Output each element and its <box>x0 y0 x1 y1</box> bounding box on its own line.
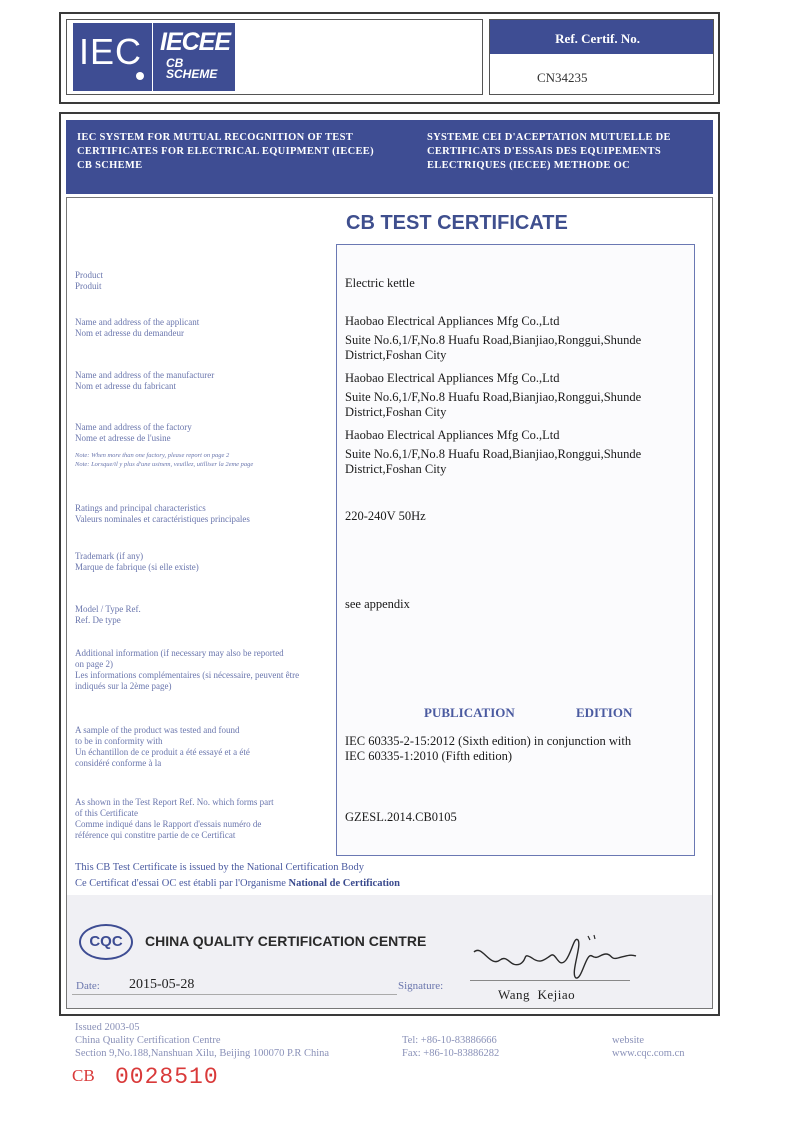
trademark-label <box>75 551 199 573</box>
banner-en-line: CERTIFICATES FOR ELECTRICAL EQUIPMENT (IECEE) <box>77 146 374 157</box>
ratings-label-fr: Valeurs nominales et caractéristiques principales <box>75 514 250 524</box>
banner-en-line: CB SCHEME <box>77 160 143 171</box>
publication-value <box>345 734 690 764</box>
applicant-label-en: Name and address of the applicant <box>75 317 200 327</box>
banner-fr-line: ELECTRIQUES (IECEE) METHODE OC <box>427 160 630 171</box>
model-label-fr: Ref. De type <box>75 615 121 625</box>
additional-label-line: Additional information (if necessary may also be reported <box>75 648 284 658</box>
manufacturer-name: Haobao Electrical Appliances Mfg Co.,Ltd <box>345 371 560 385</box>
date-value: 2015-05-28 <box>129 977 195 992</box>
applicant-label <box>75 317 199 339</box>
factory-note-fr: Note: Lorsque/il y plus d'une usinem, veuillez, utilliser la 2eme page <box>75 461 254 468</box>
ratings-label-en: Ratings and principal characteristics <box>75 503 206 513</box>
cb-scheme-logo-text: CB SCHEME <box>166 56 218 81</box>
applicant-value <box>345 314 690 363</box>
model-value: see appendix <box>345 597 410 611</box>
applicant-address-line: Suite No.6,1/F,No.8 Huafu Road,Bianjiao,Ronggui,Shunde <box>345 333 642 347</box>
trademark-label-fr: Marque de fabrique (si elle existe) <box>75 562 199 572</box>
serial-number: 0028510 <box>115 1064 219 1090</box>
report-label-line: As shown in the Test Report Ref. No. which forms part <box>75 797 274 807</box>
manufacturer-label-fr: Nom et adresse du fabricant <box>75 381 176 391</box>
footer-tel: Tel: +86-10-83886666 <box>402 1035 497 1046</box>
report-label-line: of this Certificate <box>75 808 138 818</box>
certificate-title: CB TEST CERTIFICATE <box>346 212 568 234</box>
ref-label: Ref. Certif. No. <box>490 20 713 54</box>
banner-en-line: IEC SYSTEM FOR MUTUAL RECOGNITION OF TEST <box>77 132 354 143</box>
iec-logo-text: IEC <box>79 31 143 72</box>
manufacturer-label <box>75 370 214 392</box>
issued-by-fr <box>75 878 400 889</box>
product-value: Electric kettle <box>345 276 415 290</box>
additional-label-line: on page 2) <box>75 659 113 669</box>
banner-fr-line: SYSTEME CEI D'ACEPTATION MUTUELLE DE <box>427 132 671 143</box>
banner-french <box>427 131 712 173</box>
footer-fax: Fax: +86-10-83886282 <box>402 1048 500 1059</box>
manufacturer-value <box>345 371 690 420</box>
banner-fr-line: CERTIFICATS D'ESSAIS DES EQUIPEMENTS <box>427 146 662 157</box>
applicant-label-fr: Nom et adresse du demandeur <box>75 328 184 338</box>
sample-label-line: considéré conforme à la <box>75 758 162 768</box>
factory-address-line: District,Foshan City <box>345 462 447 476</box>
product-label <box>75 270 103 292</box>
report-label-line: Comme indiqué dans le Rapport d'essais numéro de <box>75 819 262 829</box>
factory-name: Haobao Electrical Appliances Mfg Co.,Ltd <box>345 428 560 442</box>
cqc-logo-icon: CQC <box>79 924 133 960</box>
factory-note-en: Note: When more than one factory, please report on page 2 <box>75 452 230 459</box>
test-report-value: GZESL.2014.CB0105 <box>345 810 457 824</box>
factory-value <box>345 428 690 477</box>
footer-issued: Issued 2003-05 <box>75 1022 140 1033</box>
issued-by-fr-bold: National de Certification <box>288 878 400 889</box>
additional-label-line: indiqués sur la 2ème page) <box>75 681 172 691</box>
sample-label-line: Un échantillon de ce produit a été essayé et a été <box>75 747 250 757</box>
publication-header: PUBLICATION <box>424 705 515 720</box>
footer-website-label: website <box>612 1035 645 1046</box>
edition-header: EDITION <box>576 705 633 720</box>
sample-label-line: to be in conformity with <box>75 736 163 746</box>
serial-prefix: CB <box>72 1066 95 1085</box>
iecee-logo-text: IECEE <box>160 28 231 56</box>
sample-label <box>75 725 250 769</box>
iec-logo-dot-icon <box>136 72 144 80</box>
factory-note <box>75 451 253 469</box>
date-divider <box>72 994 397 995</box>
footer-website[interactable]: www.cqc.com.cn <box>612 1048 685 1059</box>
signatory-name: Wang Kejiao <box>498 987 576 1002</box>
additional-info-label <box>75 648 335 692</box>
ratings-value: 220-240V 50Hz <box>345 509 426 523</box>
publication-line: IEC 60335-1:2010 (Fifth edition) <box>345 749 512 763</box>
publication-line: IEC 60335-2-15:2012 (Sixth edition) in conjunction with <box>345 734 632 748</box>
manufacturer-address-line: Suite No.6,1/F,No.8 Huafu Road,Bianjiao,Ronggui,Shunde <box>345 390 642 404</box>
certification-body-name: CHINA QUALITY CERTIFICATION CENTRE <box>145 933 427 949</box>
date-label: Date: <box>76 980 100 992</box>
footer-org: China Quality Certification Centre <box>75 1035 221 1046</box>
signature-label: Signature: <box>398 980 444 992</box>
ratings-label <box>75 503 250 525</box>
banner-english <box>77 131 422 173</box>
test-report-label <box>75 797 274 841</box>
additional-label-line: Les informations complémentaires (si nécessaire, peuvent être <box>75 670 300 680</box>
trademark-label-en: Trademark (if any) <box>75 551 144 561</box>
factory-label <box>75 422 192 444</box>
factory-label-en: Name and address of the factory <box>75 422 192 432</box>
factory-address-line: Suite No.6,1/F,No.8 Huafu Road,Bianjiao,Ronggui,Shunde <box>345 447 642 461</box>
model-label <box>75 604 141 626</box>
manufacturer-label-en: Name and address of the manufacturer <box>75 370 215 380</box>
issued-by-fr-text: Ce Certificat d'essai OC est établi par l'Organisme <box>75 878 289 889</box>
issued-by-en: This CB Test Certificate is issued by the National Certification Body <box>75 862 364 873</box>
handwritten-signature-icon <box>470 930 645 980</box>
signature-line <box>470 980 630 981</box>
ref-number: CN34235 <box>537 70 588 85</box>
footer-address: Section 9,No.188,Nanshuan Xilu, Beijing 100070 P.R China <box>75 1048 330 1059</box>
product-label-en: Product <box>75 270 103 280</box>
applicant-address-line: District,Foshan City <box>345 348 447 362</box>
manufacturer-address-line: District,Foshan City <box>345 405 447 419</box>
factory-label-fr: Nome et adresse de l'usine <box>75 433 171 443</box>
sample-label-line: A sample of the product was tested and found <box>75 725 240 735</box>
applicant-name: Haobao Electrical Appliances Mfg Co.,Ltd <box>345 314 560 328</box>
product-label-fr: Produit <box>75 281 102 291</box>
model-label-en: Model / Type Ref. <box>75 604 141 614</box>
report-label-line: référence qui constitre partie de ce Certificat <box>75 830 236 840</box>
